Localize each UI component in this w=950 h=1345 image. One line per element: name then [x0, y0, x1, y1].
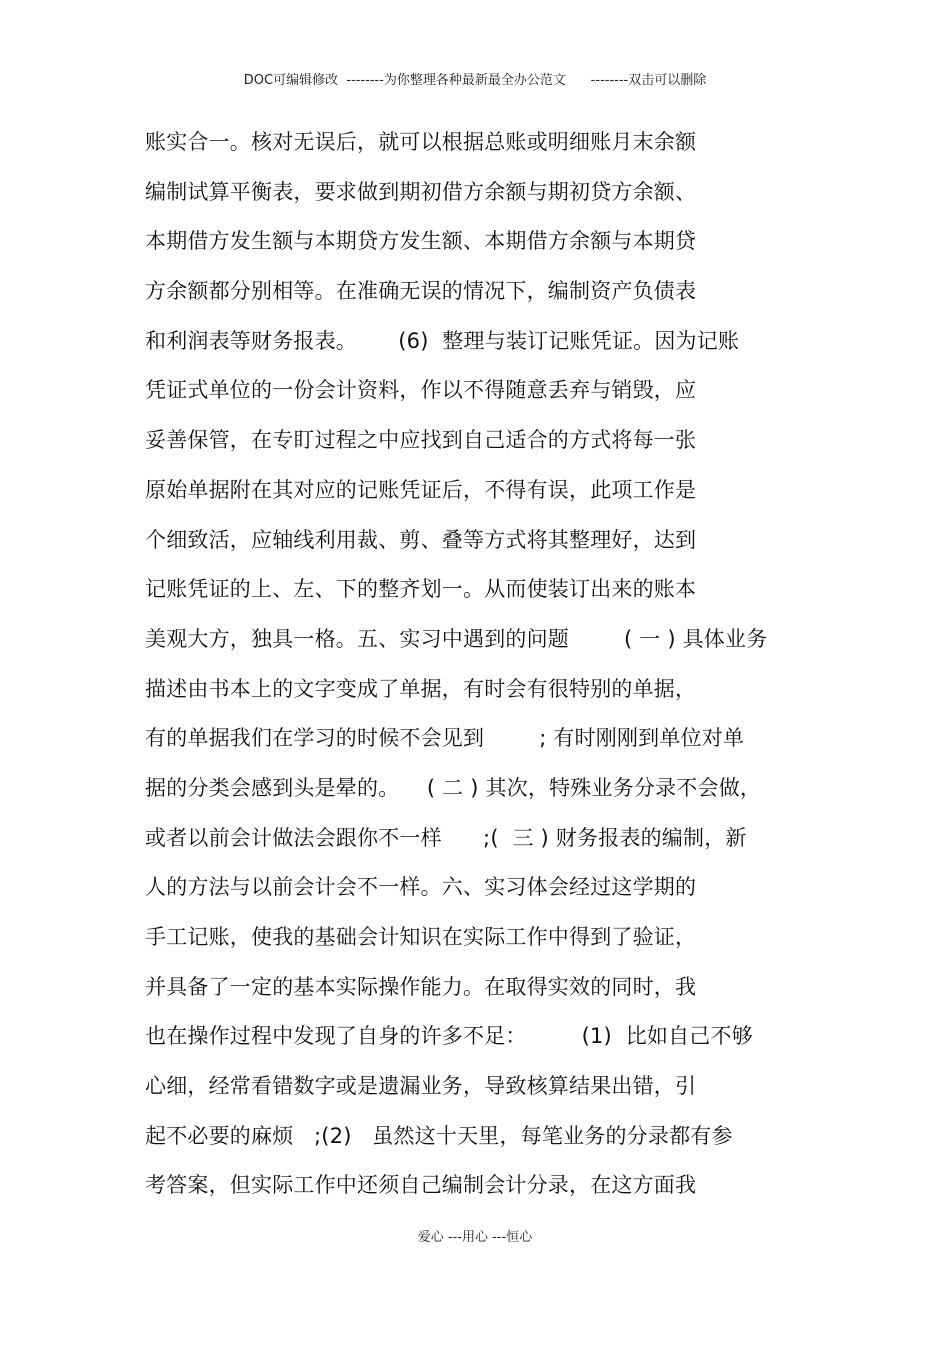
text-line: 起不必要的麻烦 ;(2) 虽然这十天里，每笔业务的分录都有参 — [145, 1123, 733, 1148]
body-text — [145, 122, 845, 1215]
text-line: 凭证式单位的一份会计资料，作以不得随意丢弃与销毁，应 — [145, 378, 697, 403]
text-line: 描述由书本上的文字变成了单据，有时会有很特别的单据， — [145, 676, 697, 701]
page-header: DOC可编辑修改 --------为你整理各种最新最全办公范文 --------双击可以删除 — [243, 73, 707, 88]
text-line: 心细，经常看错数字或是遗漏业务，导致核算结果出错，引 — [145, 1074, 697, 1099]
text-line: 和利润表等财务报表。 (6) 整理与装订记账凭证。因为记账 — [145, 328, 740, 353]
text-line: 据的分类会感到头是晕的。 ( 二 ) 其次，特殊业务分录不会做， — [145, 775, 762, 800]
text-line: 编制试算平衡表，要求做到期初借方余额与期初贷方余额、 — [145, 179, 697, 204]
text-line: 本期借方发生额与本期贷方发生额、本期借方余额与本期贷 — [145, 229, 697, 254]
text-line: 个细致活，应轴线利用裁、剪、叠等方式将其整理好，达到 — [145, 527, 697, 552]
text-line: 账实合一。核对无误后，就可以根据总账或明细账月末余额 — [145, 130, 697, 154]
text-line: 美观大方，独具一格。五、实习中遇到的问题 ( 一 ) 具体业务 — [145, 626, 768, 651]
text-line: 记账凭证的上、左、下的整齐划一。从而使装订出来的账本 — [145, 577, 697, 602]
text-line: 原始单据附在其对应的记账凭证后，不得有误，此项工作是 — [145, 477, 697, 502]
text-line: 或者以前会计做法会跟你不一样 ;( 三 ) 财务报表的编制，新 — [145, 825, 747, 850]
text-line: 妥善保管，在专盯过程之中应找到自己适合的方式将每一张 — [145, 428, 697, 453]
text-line: 并具备了一定的基本实际操作能力。在取得实效的同时，我 — [145, 974, 697, 999]
page-footer: 爱心 ---用心 ---恒心 — [417, 1230, 533, 1245]
text-line: 有的单据我们在学习的时候不会见到 ; 有时刚刚到单位对单 — [145, 726, 745, 751]
text-line: 考答案，但实际工作中还须自己编制会计分录，在这方面我 — [145, 1173, 697, 1198]
text-line: 人的方法与以前会计会不一样。六、实习体会经过这学期的 — [145, 875, 697, 900]
text-line: 也在操作过程中发现了自身的许多不足： (1) 比如自己不够 — [145, 1024, 753, 1049]
text-line: 方余额都分别相等。在准确无误的情况下，编制资产负债表 — [145, 279, 697, 304]
text-line: 手工记账，使我的基础会计知识在实际工作中得到了验证， — [145, 925, 697, 949]
